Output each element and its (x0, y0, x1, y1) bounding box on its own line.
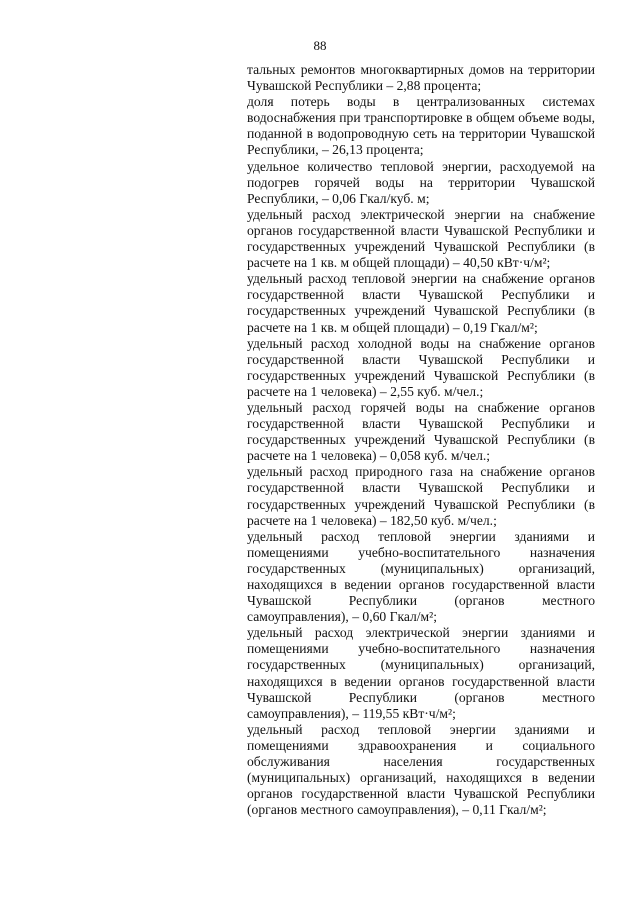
paragraph-cold-water-consumption-government: удельный расход холодной воды на снабжение органов государственной власти Чувашской Республики и государственных учреждений Чувашской Республики (в расчете на 1 человека) – 2,55 куб. м/чел.; (247, 335, 595, 399)
page-number: 88 (313, 38, 327, 53)
document-body (247, 62, 595, 818)
paragraph-hot-water-heat-quantity: удельное количество тепловой энергии, расходуемой на подогрев горячей воды на территории Чувашской Республики, – 0,06 Гкал/куб. м; (247, 158, 595, 206)
paragraph-heat-consumption-education: удельный расход тепловой энергии зданиями и помещениями учебно-воспитательного назначения государственных (муниципальных) организаций, находящихся в ведении органов государственной власти Чувашской Республики (органов местного самоуправления), – 0,60 Гкал/м²; (247, 528, 595, 625)
paragraph-capital-repair-share: тальных ремонтов многоквартирных домов на территории Чувашской Республики – 2,88 процента; (247, 62, 595, 94)
paragraph-water-loss-share: доля потерь воды в централизованных системах водоснабжения при транспортировке в общем объеме воды, поданной в водопроводную сеть на территории Чувашской Республики, – 26,13 процента; (247, 94, 595, 158)
paragraph-natural-gas-consumption-government: удельный расход природного газа на снабжение органов государственной власти Чувашской Республики и государственных учреждений Чувашской Республики (в расчете на 1 человека) – 182,50 куб. м/чел.; (247, 464, 595, 528)
paragraph-electricity-consumption-education: удельный расход электрической энергии зданиями и помещениями учебно-воспитательного назначения государственных (муниципальных) организаций, находящихся в ведении органов государственной власти Чувашской Республики (органов местного самоуправления), – 119,55 кВт·ч/м²; (247, 625, 595, 721)
paragraph-hot-water-consumption-government: удельный расход горячей воды на снабжение органов государственной власти Чувашской Республики и государственных учреждений Чувашской Республики (в расчете на 1 человека) – 0,058 куб. м/чел.; (247, 399, 595, 464)
paragraph-heat-consumption-healthcare: удельный расход тепловой энергии зданиями и помещениями здравоохранения и социального обслуживания населения государственных (муниципальных) организаций, находящихся в ведении органов государственной власти Чувашской Республики (органов местного самоуправления), – 0,11 Гкал/м²; (247, 721, 595, 818)
paragraph-heat-consumption-government: удельный расход тепловой энергии на снабжение органов государственной власти Чувашской Республики и государственных учреждений Чувашской Республики (в расчете на 1 кв. м общей площади) – 0,19 Гкал/м²; (247, 271, 595, 335)
paragraph-electricity-consumption-government: удельный расход электрической энергии на снабжение органов государственной власти Чувашской Республики и государственных учреждений Чувашской Республики (в расчете на 1 кв. м общей площади) – 40,50 кВт·ч/м²; (247, 206, 595, 271)
